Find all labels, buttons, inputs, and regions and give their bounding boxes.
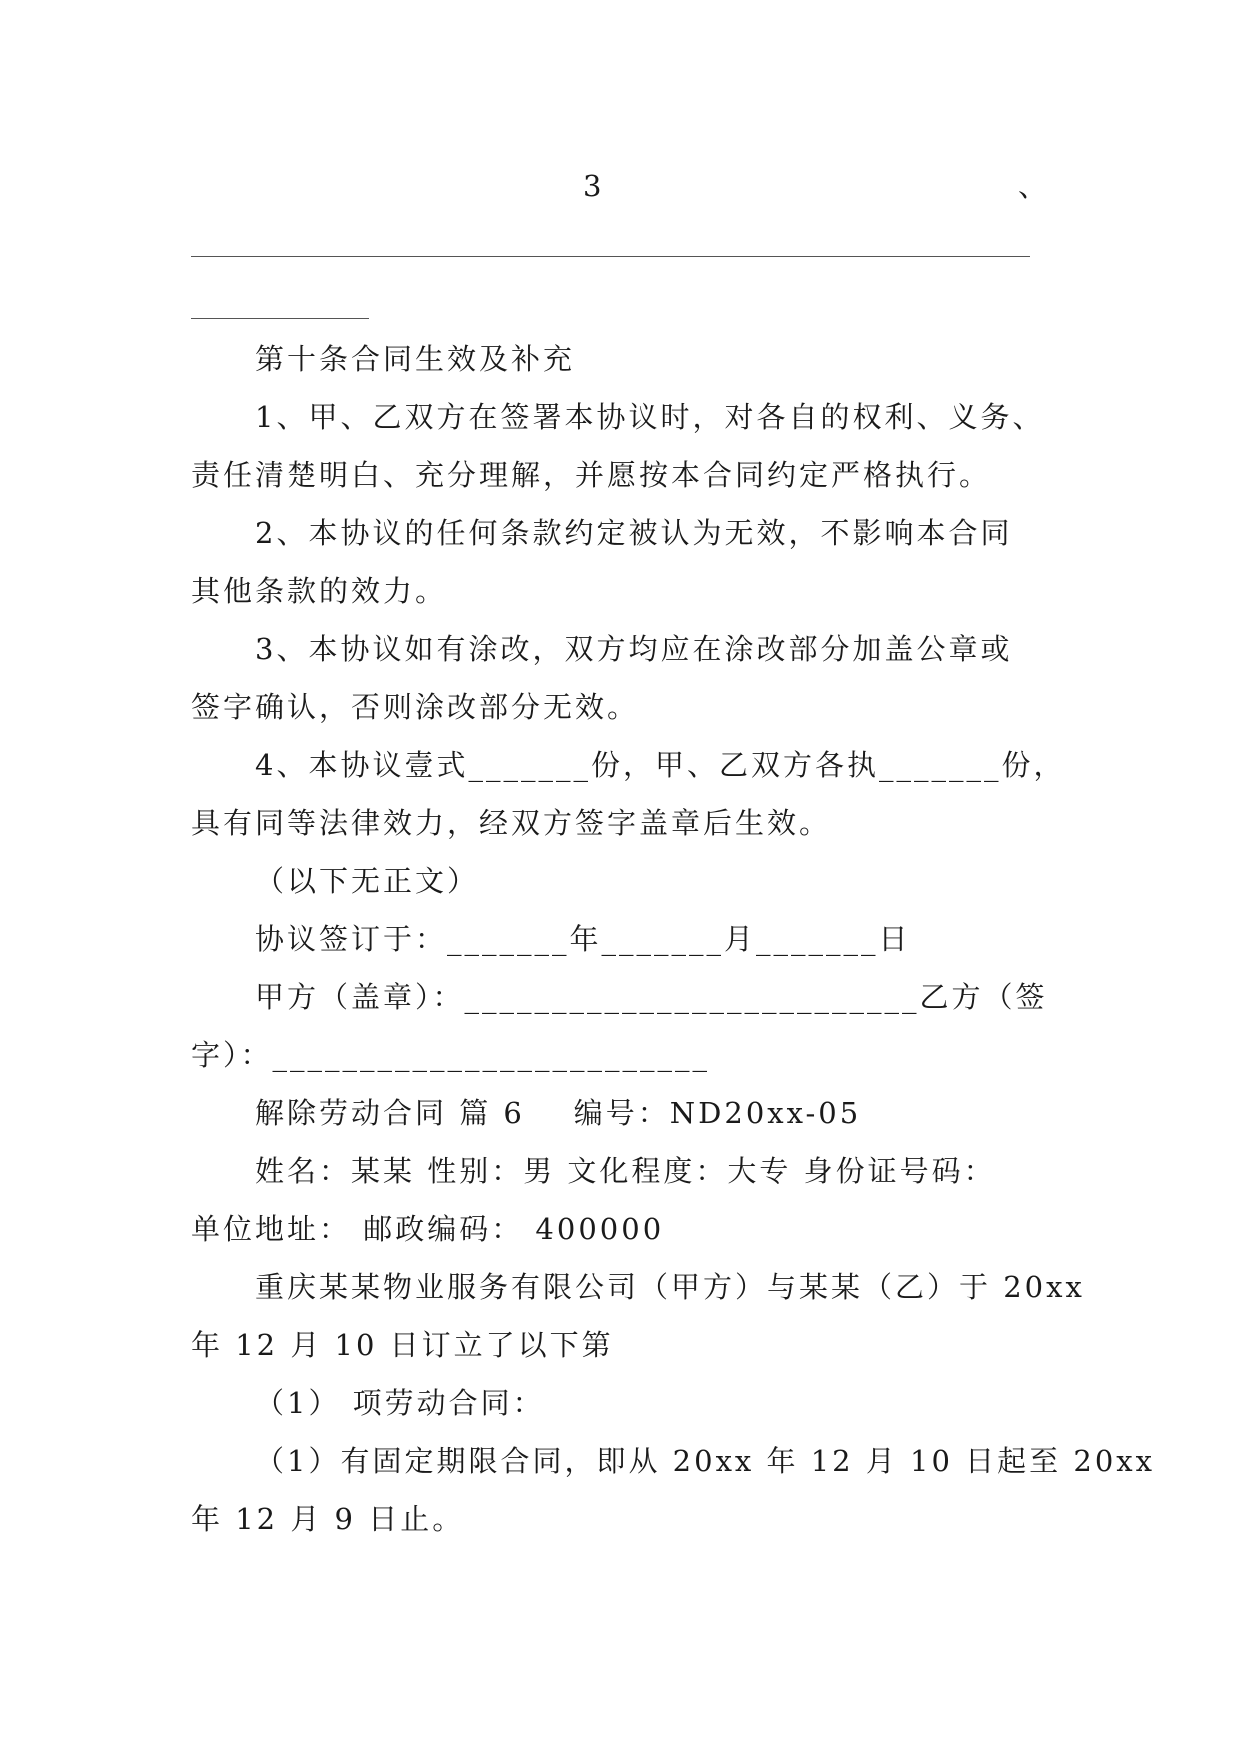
blank-line-short bbox=[191, 318, 369, 319]
personal-info-line: 姓名：某某 性别：男 文化程度：大专 身份证号码： bbox=[255, 1154, 996, 1188]
clause-3-line-2: 签字确认，否则涂改部分无效。 bbox=[191, 690, 640, 724]
clause-4-line-1: 4、本协议壹式_______份，甲、乙双方各执_______份， bbox=[255, 748, 1066, 782]
item-comma: 、 bbox=[1018, 169, 1051, 203]
document-title-line: 解除劳动合同 篇 6 编号：ND20xx-05 bbox=[255, 1096, 862, 1130]
contract-term-line-1: （1）有固定期限合同，即从 20xx 年 12 月 10 日起至 20xx bbox=[255, 1444, 1156, 1478]
blank-line-long bbox=[191, 256, 1030, 257]
contract-intro-line-2: 年 12 月 10 日订立了以下第 bbox=[191, 1328, 614, 1362]
signing-date-line: 协议签订于：_______年_______月_______日 bbox=[255, 922, 911, 956]
clause-2-line-1: 2、本协议的任何条款约定被认为无效，不影响本合同 bbox=[255, 516, 1013, 550]
clause-2-line-2: 其他条款的效力。 bbox=[191, 574, 448, 608]
contract-intro-line-1: 重庆某某物业服务有限公司（甲方）与某某（乙）于 20xx bbox=[255, 1270, 1085, 1304]
no-further-text-note: （以下无正文） bbox=[255, 864, 480, 898]
party-signature-line-1: 甲方（盖章）：__________________________乙方（签 bbox=[255, 980, 1048, 1014]
address-postcode-line: 单位地址： 邮政编码： 400000 bbox=[191, 1212, 665, 1246]
contract-item-heading: （1） 项劳动合同： bbox=[255, 1386, 545, 1420]
item-number: 3 bbox=[583, 169, 605, 203]
clause-4-line-2: 具有同等法律效力，经双方签字盖章后生效。 bbox=[191, 806, 832, 840]
clause-1-line-1: 1、甲、乙双方在签署本协议时，对各自的权利、义务、 bbox=[255, 400, 1045, 434]
party-signature-line-2: 字）：_________________________ bbox=[191, 1038, 711, 1072]
contract-term-line-2: 年 12 月 9 日止。 bbox=[191, 1502, 465, 1536]
clause-3-line-1: 3、本协议如有涂改，双方均应在涂改部分加盖公章或 bbox=[255, 632, 1013, 666]
clause-1-line-2: 责任清楚明白、充分理解，并愿按本合同约定严格执行。 bbox=[191, 458, 992, 492]
section-heading: 第十条合同生效及补充 bbox=[255, 342, 576, 376]
